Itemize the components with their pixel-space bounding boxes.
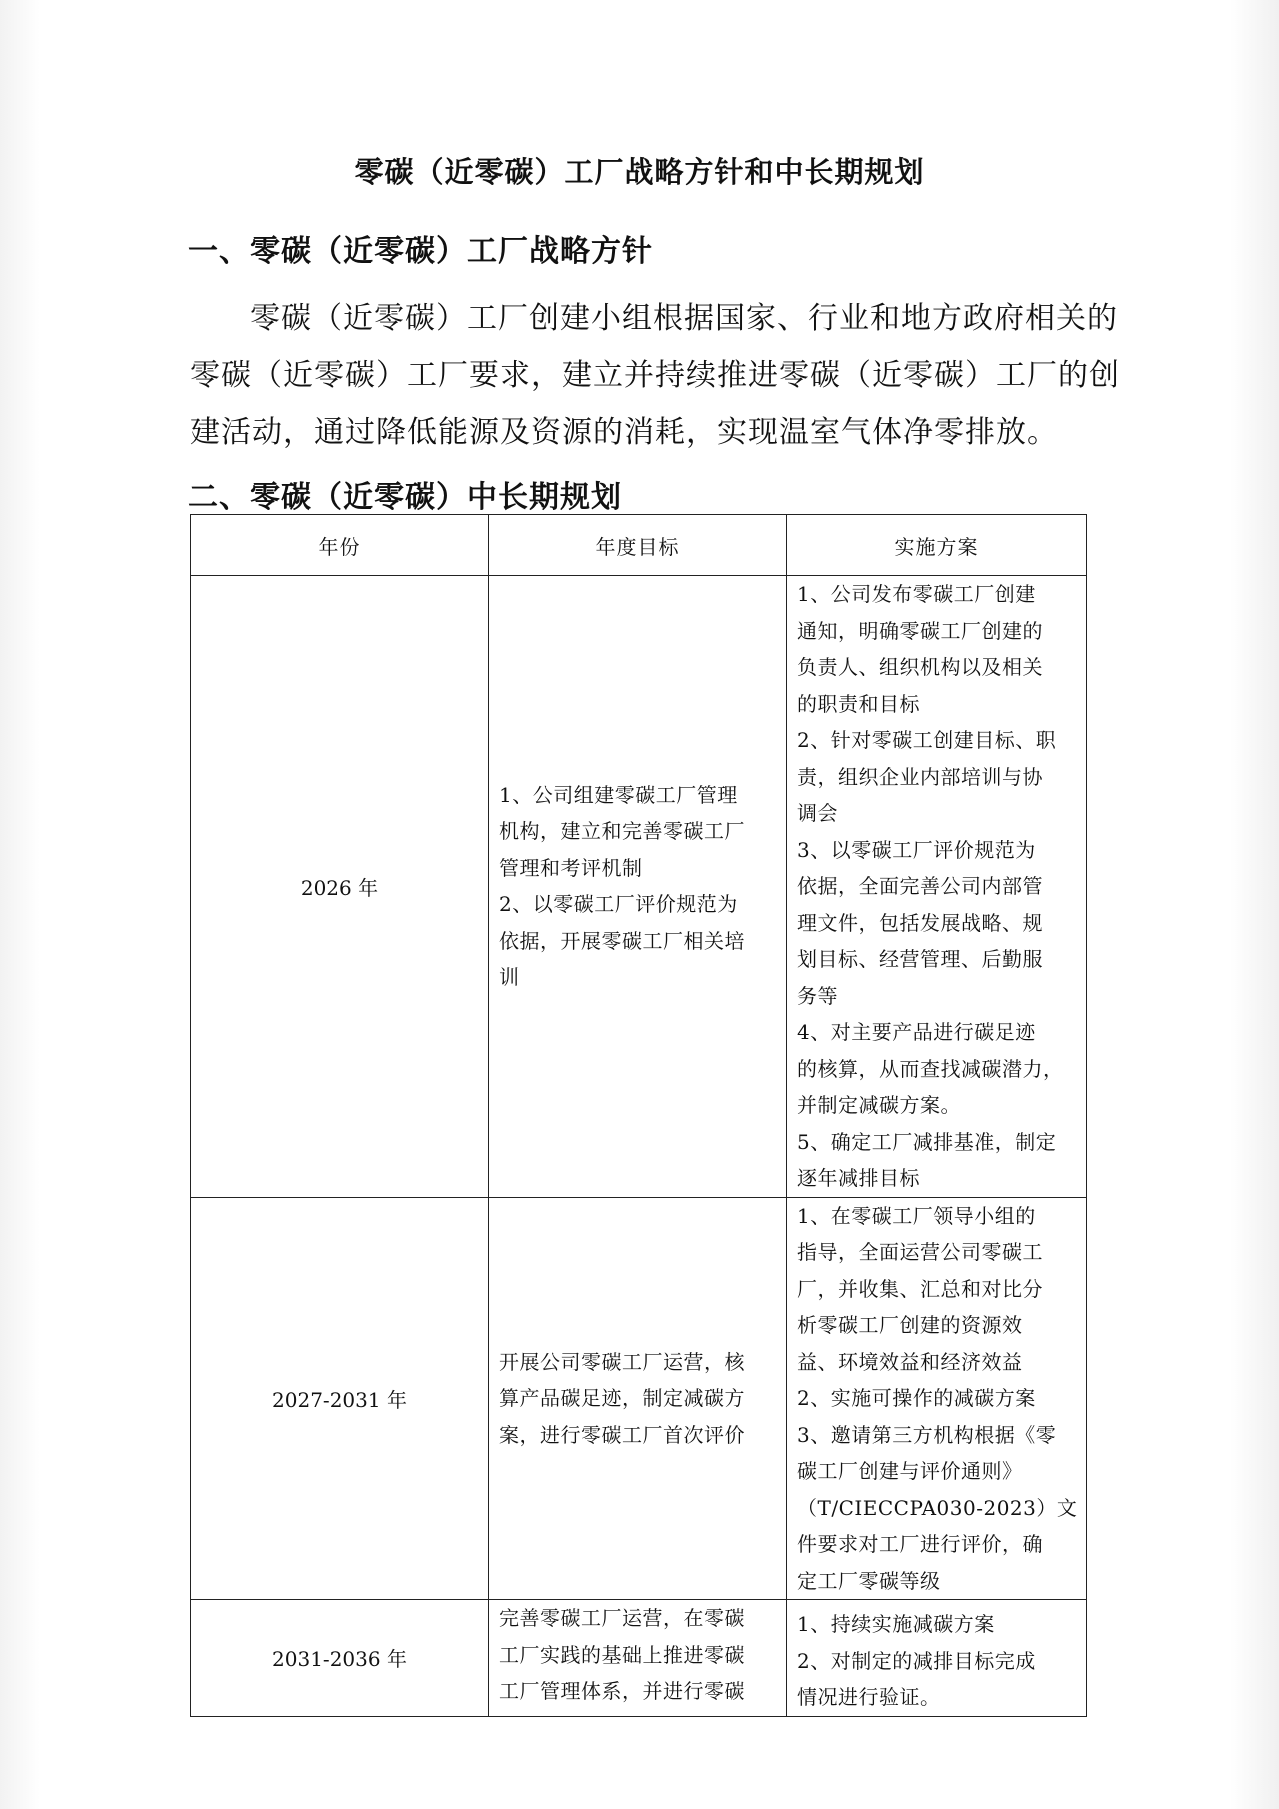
year-cell: 2031-2036 年 — [191, 1600, 489, 1717]
plan-line: 3、邀请第三方机构根据《零 — [797, 1422, 1057, 1447]
table-row — [191, 1600, 1087, 1717]
plan-line: 的职责和目标 — [797, 691, 920, 716]
plan-line: 调会 — [797, 801, 838, 825]
plan-cell — [787, 1197, 1087, 1600]
plan-line: 厂，并收集、汇总和对比分 — [797, 1276, 1043, 1301]
plan-line: 务等 — [797, 983, 838, 1008]
plan-line: 逐年减排目标 — [797, 1166, 920, 1190]
table-row — [191, 576, 1087, 1198]
goal-line: 机构，建立和完善零碳工厂 — [499, 819, 745, 844]
plan-line: 定工厂零碳等级 — [797, 1568, 941, 1593]
plan-cell — [787, 1600, 1087, 1717]
goal-line: 开展公司零碳工厂运营，核 — [499, 1349, 745, 1374]
goal-line: 训 — [499, 965, 520, 990]
paragraph-line: 零碳（近零碳）工厂要求，建立并持续推进零碳（近零碳）工厂的创 — [190, 358, 1120, 393]
year-cell: 2027-2031 年 — [191, 1197, 489, 1600]
goal-cell — [489, 1197, 787, 1600]
goal-line: 依据，开展零碳工厂相关培 — [499, 928, 745, 953]
header-plan: 实施方案 — [787, 515, 1087, 576]
plan-line: 益、环境效益和经济效益 — [797, 1349, 1023, 1374]
plan-line: 的核算，从而查找减碳潜力， — [797, 1056, 1064, 1081]
section-heading-plan: 二、零碳（近零碳）中长期规划 — [188, 480, 622, 515]
goal-line: 完善零碳工厂运营，在零碳 — [499, 1606, 745, 1630]
plan-line: 1、在零碳工厂领导小组的 — [797, 1203, 1036, 1228]
header-goal: 年度目标 — [489, 515, 787, 576]
plan-line: 2、实施可操作的减碳方案 — [797, 1386, 1036, 1410]
goal-line: 工厂实践的基础上推进零碳 — [499, 1642, 745, 1667]
plan-line: 通知，明确零碳工厂创建的 — [797, 618, 1043, 643]
goal-line: 管理和考评机制 — [499, 855, 643, 880]
plan-line: 4、对主要产品进行碳足迹 — [797, 1020, 1036, 1044]
plan-table — [190, 514, 1087, 1717]
plan-line: 划目标、经营管理、后勤服 — [797, 947, 1043, 971]
goal-line: 2、以零碳工厂评价规范为 — [499, 892, 738, 917]
plan-line: 责，组织企业内部培训与协 — [797, 764, 1043, 789]
paragraph-line: 建活动，通过降低能源及资源的消耗，实现温室气体净零排放。 — [190, 415, 1058, 450]
goal-line: 1、公司组建零碳工厂管理 — [499, 782, 738, 807]
section-heading-strategy: 一、零碳（近零碳）工厂战略方针 — [188, 234, 653, 269]
plan-line: 1、持续实施减碳方案 — [797, 1612, 995, 1636]
table-header-row — [191, 515, 1087, 576]
plan-line: 2、对制定的减排目标完成 — [797, 1648, 1036, 1673]
plan-cell — [787, 576, 1087, 1198]
paragraph-line: 零碳（近零碳）工厂创建小组根据国家、行业和地方政府相关的 — [250, 301, 1118, 336]
plan-line: 指导，全面运营公司零碳工 — [797, 1240, 1043, 1264]
plan-line: 情况进行验证。 — [797, 1685, 941, 1709]
plan-line: 并制定减碳方案。 — [797, 1093, 961, 1117]
strategy-paragraph — [190, 290, 1120, 461]
plan-line: （T/CIECCPA030-2023）文 — [797, 1495, 1078, 1520]
goal-line: 工厂管理体系，并进行零碳 — [499, 1679, 745, 1703]
goal-cell — [489, 1600, 787, 1717]
plan-line: 析零碳工厂创建的资源效 — [797, 1313, 1023, 1337]
plan-line: 件要求对工厂进行评价，确 — [797, 1532, 1043, 1556]
year-cell: 2026 年 — [191, 576, 489, 1198]
header-year: 年份 — [191, 515, 489, 576]
plan-line: 5、确定工厂减排基准，制定 — [797, 1129, 1057, 1154]
plan-line: 2、针对零碳工创建目标、职 — [797, 728, 1057, 752]
plan-line: 1、公司发布零碳工厂创建 — [797, 582, 1036, 606]
plan-line: 碳工厂创建与评价通则》 — [797, 1459, 1023, 1483]
goal-line: 案，进行零碳工厂首次评价 — [499, 1422, 745, 1447]
goal-cell — [489, 576, 787, 1198]
document-title: 零碳（近零碳）工厂战略方针和中长期规划 — [354, 155, 925, 189]
plan-line: 理文件，包括发展战略、规 — [797, 910, 1043, 935]
plan-line: 3、以零碳工厂评价规范为 — [797, 837, 1036, 862]
goal-line: 算产品碳足迹，制定减碳方 — [499, 1386, 745, 1410]
plan-line: 负责人、组织机构以及相关 — [797, 655, 1043, 679]
plan-line: 依据，全面完善公司内部管 — [797, 874, 1043, 898]
table-row — [191, 1197, 1087, 1600]
